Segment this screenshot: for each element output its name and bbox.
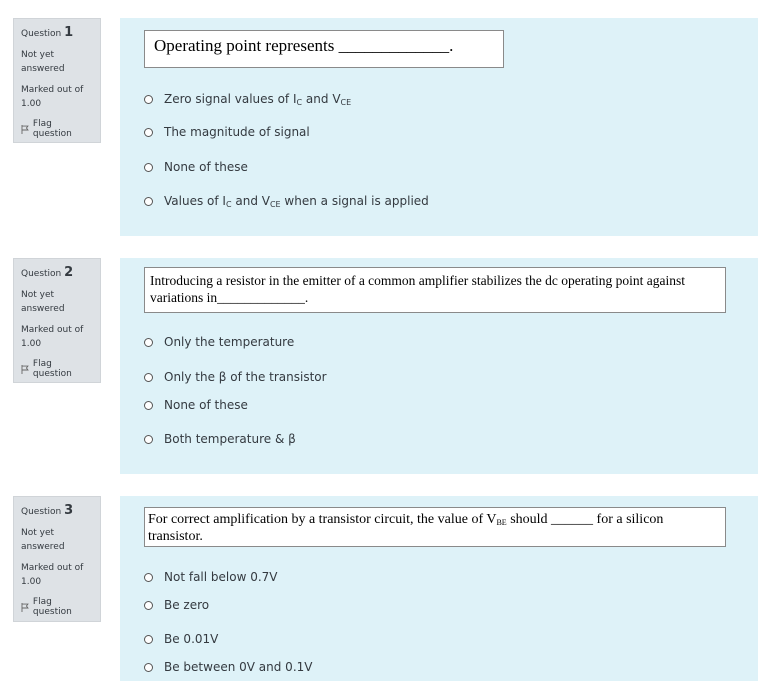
answer-option[interactable] <box>144 398 248 412</box>
answer-option[interactable] <box>144 125 310 139</box>
flag-question-button[interactable] <box>21 119 93 139</box>
flag-question-button[interactable] <box>21 359 93 379</box>
flag-icon <box>21 603 29 612</box>
question-grade: Marked out of 1.00 <box>21 85 84 109</box>
question-1-content <box>120 18 758 236</box>
question-state: Not yet answered <box>21 290 65 314</box>
question-text: Operating point represents _____________. <box>144 30 504 68</box>
option-label: Be between 0V and 0.1V <box>164 660 313 674</box>
flag-question-button[interactable] <box>21 597 93 617</box>
option-label: Not fall below 0.7V <box>164 570 278 584</box>
question-3-content <box>120 496 758 681</box>
flag-icon <box>21 365 29 374</box>
radio-button[interactable] <box>144 435 153 444</box>
option-label: Both temperature & β <box>164 432 296 446</box>
answer-option[interactable] <box>144 92 351 106</box>
question-number: Question 2 <box>21 265 74 280</box>
radio-button[interactable] <box>144 601 153 610</box>
option-label: Only the β of the transistor <box>164 370 327 384</box>
answer-option[interactable] <box>144 632 218 646</box>
question-text: Introducing a resistor in the emitter of a common amplifier stabilizes the dc operating point against variations in_____________. <box>144 267 726 313</box>
question-state: Not yet answered <box>21 50 65 74</box>
question-number: Question 1 <box>21 25 74 40</box>
option-label: Be zero <box>164 598 210 612</box>
radio-button[interactable] <box>144 573 153 582</box>
question-2-content <box>120 258 758 474</box>
option-label: None of these <box>164 398 248 412</box>
radio-button[interactable] <box>144 163 153 172</box>
radio-button[interactable] <box>144 128 153 137</box>
answer-option[interactable] <box>144 370 327 384</box>
radio-button[interactable] <box>144 401 153 410</box>
question-1-info <box>13 18 101 143</box>
answer-option[interactable] <box>144 194 429 208</box>
question-state: Not yet answered <box>21 528 65 552</box>
question-3-info <box>13 496 101 622</box>
radio-button[interactable] <box>144 197 153 206</box>
question-2-info <box>13 258 101 383</box>
radio-button[interactable] <box>144 635 153 644</box>
flag-question-label: Flag question <box>32 359 72 379</box>
flag-question-label: Flag question <box>32 597 72 617</box>
option-label: Be 0.01V <box>164 632 219 646</box>
answer-option[interactable] <box>144 335 294 349</box>
answer-option[interactable] <box>144 432 296 446</box>
flag-icon <box>21 125 29 134</box>
option-label: None of these <box>164 160 248 174</box>
question-grade: Marked out of 1.00 <box>21 563 84 587</box>
option-label: Only the temperature <box>164 335 295 349</box>
answer-option[interactable] <box>144 570 278 584</box>
flag-question-label: Flag question <box>32 119 72 139</box>
option-label: The magnitude of signal <box>164 125 310 139</box>
answer-option[interactable] <box>144 660 312 674</box>
radio-button[interactable] <box>144 95 153 104</box>
question-grade: Marked out of 1.00 <box>21 325 84 349</box>
question-text: For correct amplification by a transistor circuit, the value of $V_{BE}$ should ______ for a silicon transistor. <box>144 507 726 547</box>
radio-button[interactable] <box>144 338 153 347</box>
option-label: Zero signal values of $I_C$ and $V_{CE}$ <box>164 92 352 107</box>
answer-option[interactable] <box>144 598 209 612</box>
answer-option[interactable] <box>144 160 248 174</box>
option-label: Values of $I_C$ and $V_{CE}$ when a signal is applied <box>164 194 429 209</box>
question-number: Question 3 <box>21 503 74 518</box>
radio-button[interactable] <box>144 373 153 382</box>
radio-button[interactable] <box>144 663 153 672</box>
